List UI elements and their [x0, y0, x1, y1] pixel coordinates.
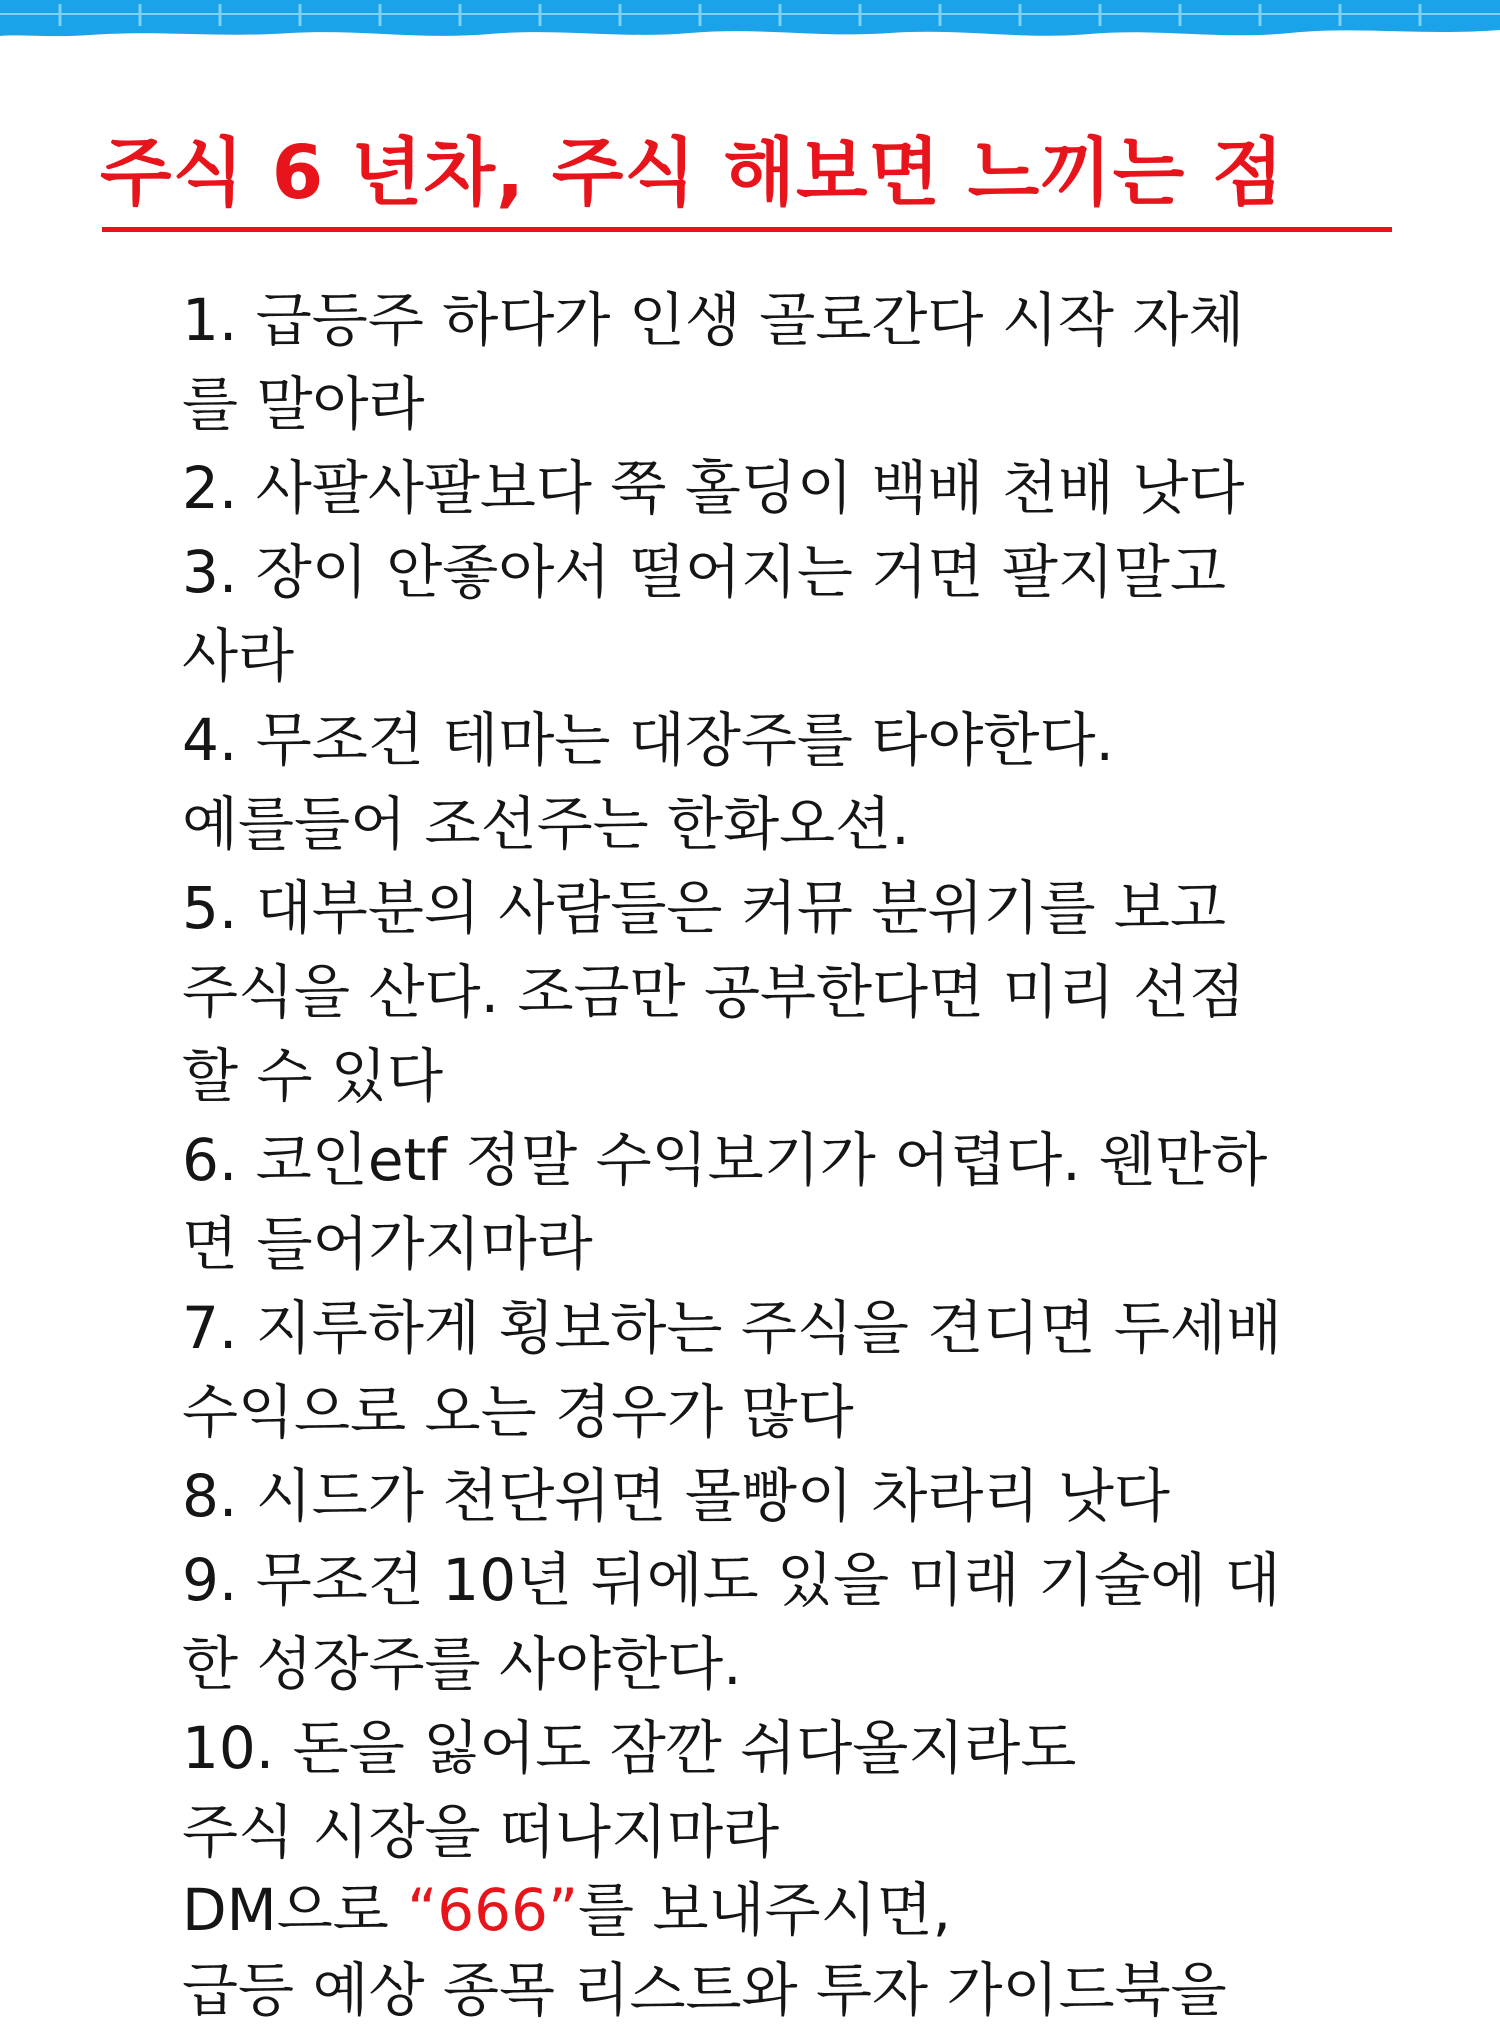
title-underline [102, 227, 1392, 232]
tip-line: 수익으로 오는 경우가 많다 [182, 1378, 854, 1446]
tip-line: 8. 시드가 천단위면 몰빵이 차라리 낫다 [182, 1462, 1170, 1530]
cta-next-line: 급등 예상 종목 리스트와 투자 가이드북을 [182, 1956, 1227, 2024]
tip-line: 7. 지루하게 횡보하는 주식을 견디면 두세배 [182, 1294, 1282, 1362]
tip-line: 2. 사팔사팔보다 쭉 홀딩이 백배 천배 낫다 [182, 454, 1245, 522]
tips-list [182, 278, 1382, 1874]
tip-line: 5. 대부분의 사람들은 커뮤 분위기를 보고 [182, 874, 1226, 942]
top-border-strip [0, 0, 1500, 44]
tip-line: 를 말아라 [182, 370, 425, 438]
tip-line: 10. 돈을 잃어도 잠깐 쉬다올지라도 [182, 1714, 1077, 1782]
tip-line: 사라 [182, 622, 295, 690]
tip-line: 9. 무조건 10년 뒤에도 있을 미래 기술에 대 [182, 1546, 1281, 1614]
page-title: 주식 6 년차, 주식 해보면 느끼는 점 [100, 130, 1285, 216]
cta-prefix: DM으로 [182, 1876, 408, 1944]
cta-code: “666” [407, 1876, 579, 1944]
cta-suffix: 를 보내주시면, [578, 1876, 952, 1944]
cta-message [182, 1868, 951, 1952]
tip-line: 주식 시장을 떠나지마라 [182, 1798, 780, 1866]
tip-line: 주식을 산다. 조금만 공부한다면 미리 선점 [182, 958, 1246, 1026]
tip-line: 6. 코인etf 정말 수익보기가 어렵다. 웬만하 [182, 1126, 1268, 1194]
tip-line: 1. 급등주 하다가 인생 골로간다 시작 자체 [182, 286, 1245, 354]
tip-line: 예를들어 조선주는 한화오션. [182, 790, 910, 858]
tip-line: 4. 무조건 테마는 대장주를 타야한다. [182, 706, 1114, 774]
tip-line: 할 수 있다 [182, 1042, 443, 1110]
tip-line: 한 성장주를 사야한다. [182, 1630, 742, 1698]
tip-line: 면 들어가지마라 [182, 1210, 593, 1278]
tip-line: 3. 장이 안좋아서 떨어지는 거면 팔지말고 [182, 538, 1226, 606]
